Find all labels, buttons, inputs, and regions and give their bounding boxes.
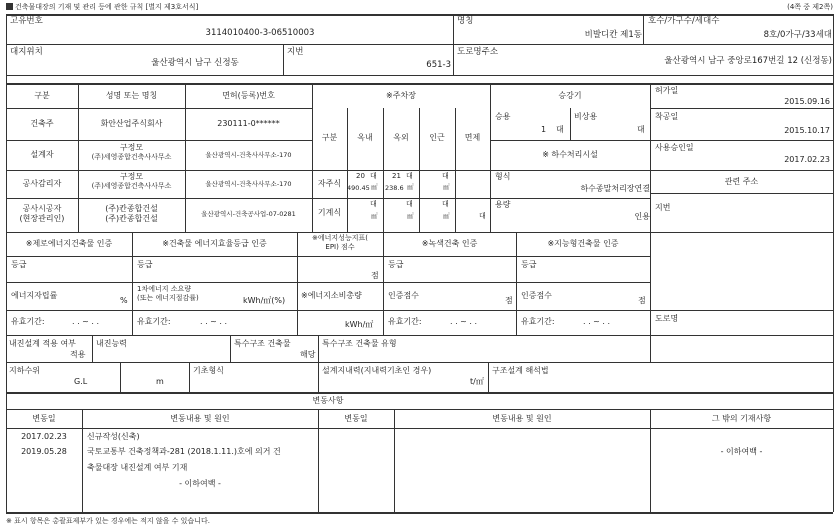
green-valid-label: 유효기간:: [388, 317, 422, 326]
structure-analysis-label: 구조설계 해석법: [492, 366, 549, 375]
elevator-title: 승강기: [558, 91, 582, 100]
smart-score-unit: 점: [638, 296, 646, 305]
page-info: (4쪽 중 제2쪽): [787, 3, 833, 11]
parking-near-m2: ㎡: [443, 183, 450, 191]
designer-type: 설계자: [30, 150, 54, 159]
permit-date-value: 2015.09.16: [784, 97, 830, 106]
owner-type: 건축주: [30, 119, 54, 128]
lot-label: 지번: [287, 47, 304, 57]
groundwater-gl: G.L: [74, 377, 88, 386]
parking-mech-near-unit: 대: [442, 200, 449, 208]
parking-self-label: 자주식: [317, 179, 342, 188]
parking-indoor-count: 20: [356, 172, 365, 180]
bearing-capacity-label: 설계지내력(지내력기초인 경우): [322, 366, 432, 375]
change-content-1: 신규작성(신축): [87, 432, 140, 441]
smart-valid-label: 유효기간:: [521, 317, 555, 326]
change-content-2: 국토교통부 건축정책과-281 (2018.1.11.)호에 의거 건: [87, 447, 281, 456]
elevator-emergency-label: 비상용: [574, 112, 598, 121]
parking-indoor-unit: 대: [370, 172, 377, 180]
green-grade-label: 등급: [388, 260, 404, 269]
parking-mech-near-m2: ㎡: [443, 212, 450, 220]
changes-header-content: 변동내용 및 원인: [170, 414, 230, 423]
parking-header-exempt: 면제: [464, 133, 481, 142]
parking-header-outdoor: 옥외: [393, 133, 409, 142]
changes-title: 변동사항: [312, 396, 344, 405]
groundwater-label: 지하수위: [9, 366, 40, 375]
start-date-label: 착공일: [655, 112, 679, 121]
groundwater-unit: m: [156, 377, 164, 386]
supervisor-name1: 구정모: [119, 172, 144, 181]
efficiency-valid-label: 유효기간:: [137, 317, 171, 326]
sewage-title: ※ 하수처리시설: [542, 150, 598, 159]
people-header-reg: 면허(등록)번호: [222, 91, 275, 100]
sewage-type-label: 형식: [495, 172, 511, 181]
road-name-label: 도로명: [655, 314, 679, 323]
foundation-type-label: 기초형식: [193, 366, 224, 375]
parking-mech-indoor-unit: 대: [370, 200, 377, 208]
contractor-name2: (주)칸종합건설: [105, 214, 158, 223]
zero-valid-label: 유효기간:: [11, 317, 45, 326]
epi-score-unit: 점: [371, 271, 379, 280]
change-date-2: 2019.05.28: [21, 447, 67, 456]
permit-date-label: 허가일: [655, 86, 679, 95]
related-lot-label: 지번: [655, 203, 671, 212]
change-content-2b: 축물대장 내진설계 여부 기재: [87, 463, 188, 472]
primary-energy-label2: (또는 에너지절감률): [137, 294, 199, 302]
changes-end-right: - 이하여백 -: [720, 447, 763, 456]
parking-indoor-m2: ㎡: [371, 183, 378, 191]
road-address-label: 도로명주소: [457, 47, 499, 57]
smart-score-label: 인증점수: [521, 291, 552, 300]
zero-valid-value: . . ~ . .: [72, 317, 100, 326]
people-header-type: 구분: [34, 91, 50, 100]
parking-header-type: 구분: [321, 133, 338, 142]
elevator-passenger-unit: 대: [556, 125, 564, 134]
parking-mech-outdoor-m2: ㎡: [407, 212, 414, 220]
road-address-value: 울산광역시 남구 중앙로167번길 12 (신정동): [664, 56, 832, 66]
elevator-emergency-unit: 대: [637, 125, 645, 134]
parking-outdoor-count: 21: [392, 172, 401, 180]
supervisor-name2: (주)세영종합건축사사무소: [91, 182, 172, 190]
special-structure-type-label: 특수구조 건축물 유형: [322, 339, 397, 348]
parking-mech-outdoor-unit: 대: [406, 200, 413, 208]
epi-title2: EPI) 점수: [325, 243, 355, 251]
contractor-type1: 공사시공자: [22, 204, 62, 213]
location-value: 울산광역시 남구 신정동: [151, 58, 239, 68]
self-rate-unit: %: [120, 296, 128, 305]
seismic-apply-value: 적용: [70, 350, 86, 359]
efficiency-grade-label: 등급: [137, 260, 153, 269]
smart-title: ※지능형건축물 인증: [547, 239, 619, 248]
elevator-passenger-label: 승용: [495, 112, 511, 121]
start-date-value: 2015.10.17: [784, 126, 830, 135]
owner-reg: 230111-0******: [217, 119, 280, 128]
parking-mech-indoor-m2: ㎡: [371, 212, 378, 220]
special-structure-label: 특수구조 건축물: [234, 339, 291, 348]
green-valid-value: . . ~ . .: [450, 317, 478, 326]
green-score-label: 인증점수: [388, 291, 419, 300]
parking-header-indoor: 옥내: [357, 133, 373, 142]
contractor-type2: (현장관리인): [19, 214, 65, 223]
primary-energy-unit: kWh/㎡(%): [243, 296, 286, 305]
related-address-title: 관련 주소: [724, 177, 759, 186]
units-label: 호수/가구수/세대수: [648, 16, 720, 26]
people-header-name: 성명 또는 명칭: [105, 91, 158, 100]
sewage-capacity-unit: 인용: [634, 212, 650, 221]
parking-title: ※주차장: [386, 91, 416, 100]
seismic-apply-label: 내진설계 적용 여부: [9, 339, 76, 348]
supervisor-reg: 울산광역시-건축사사무소-170: [205, 180, 292, 188]
parking-outdoor-unit: 대: [406, 172, 413, 180]
changes-end-left: - 이하여백 -: [179, 479, 221, 488]
self-rate-label: 에너지자립률: [11, 291, 58, 300]
primary-energy-label1: 1차에너지 소요량: [137, 285, 192, 293]
change-date-1: 2017.02.23: [21, 432, 67, 441]
supervisor-type: 공사감리자: [22, 179, 62, 188]
units-value: 8호/0가구/33세대: [763, 30, 832, 40]
approval-date-label: 사용승인일: [655, 143, 694, 152]
parking-header-near: 인근: [429, 133, 445, 142]
parking-outdoor-m2: ㎡: [407, 183, 414, 191]
consumption-unit: kWh/㎡: [345, 320, 374, 329]
owner-name: 화안산업주식회사: [100, 119, 163, 128]
designer-reg: 울산광역시-건축사사무소-170: [205, 151, 292, 159]
parking-exempt-unit: 대: [479, 212, 486, 220]
special-structure-value: 해당: [300, 350, 316, 359]
epi-title1: ※에너지성능지표(: [312, 234, 368, 242]
name-value: 비발디칸 제1동: [584, 30, 642, 40]
smart-valid-value: . . ~ . .: [583, 317, 611, 326]
changes-header-date2: 변동일: [344, 414, 368, 423]
designer-name2: (주)세영종합건축사사무소: [91, 153, 172, 161]
lot-value: 651-3: [426, 60, 451, 70]
id-value: 3114010400-3-06510003: [205, 28, 315, 38]
consumption-label: ※에너지소비총량: [301, 291, 362, 300]
green-score-unit: 점: [505, 296, 513, 305]
name-label: 명칭: [457, 16, 474, 26]
parking-indoor-area: 490.45: [347, 184, 370, 192]
parking-near-unit: 대: [442, 172, 449, 180]
zero-energy-title: ※제로에너지건축물 인증: [25, 239, 113, 248]
parking-mech-label: 기계식: [317, 208, 342, 217]
form-title: 건축물대장의 기재 및 관리 등에 관한 규칙 [별지 제3호서식]: [6, 3, 198, 12]
elevator-passenger-count: 1: [541, 125, 547, 134]
sewage-type-value: 하수종말처리장연결: [580, 184, 650, 193]
seismic-ability-label: 내진능력: [96, 339, 127, 348]
efficiency-title: ※건축물 에너지효율등급 인증: [162, 239, 267, 248]
green-title: ※녹색건축 인증: [421, 239, 478, 248]
changes-header-other: 그 밖의 기재사항: [711, 414, 772, 423]
changes-header-date: 변동일: [32, 414, 56, 423]
zero-grade-label: 등급: [11, 260, 27, 269]
efficiency-valid-value: . . ~ . .: [200, 317, 228, 326]
id-label: 고유번호: [10, 16, 43, 26]
contractor-name1: (주)칸종합건설: [105, 204, 158, 213]
location-label: 대지위치: [10, 47, 43, 57]
smart-grade-label: 등급: [521, 260, 537, 269]
approval-date-value: 2017.02.23: [784, 155, 830, 164]
parking-outdoor-area: 238.6: [385, 184, 404, 192]
square-bullet-icon: [6, 3, 13, 10]
contractor-reg: 울산광역시-건축공사업-07-0281: [201, 210, 296, 218]
designer-name1: 구정모: [119, 143, 144, 152]
bearing-capacity-unit: t/㎡: [470, 377, 484, 386]
sewage-capacity-label: 용량: [495, 200, 511, 209]
footer-note: ※ 표시 항목은 총괄표제부가 있는 경우에는 적지 않을 수 있습니다.: [6, 517, 210, 525]
changes-header-content2: 변동내용 및 원인: [492, 414, 552, 423]
